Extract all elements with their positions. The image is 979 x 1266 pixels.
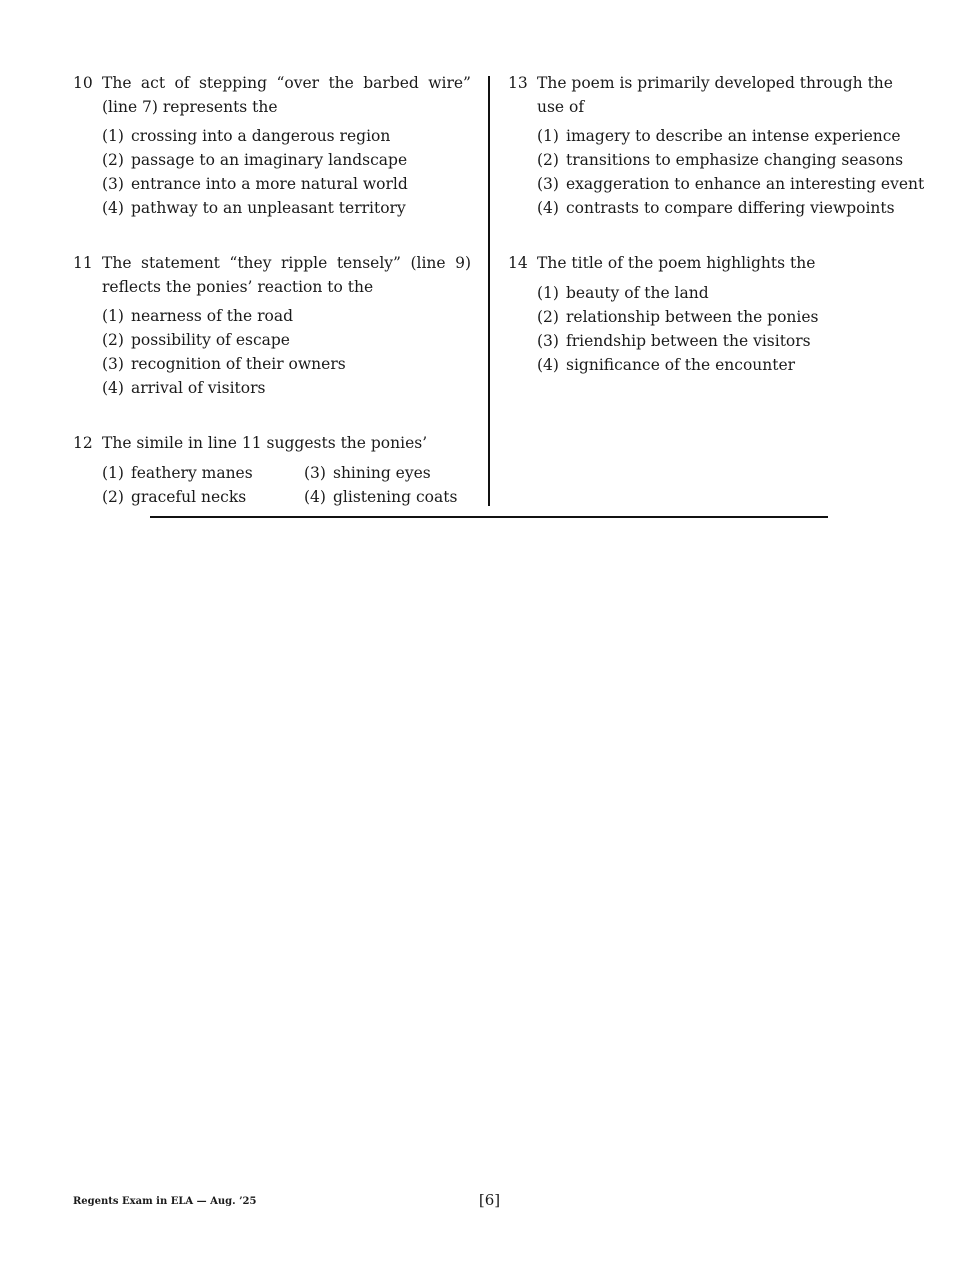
question-stem: The act of stepping “over the barbed wire” (line 7) represents the [102, 74, 471, 116]
question-stem: The poem is primarily developed through the use of [537, 74, 893, 116]
answer-choice: (1) imagery to describe an intense experience [537, 127, 901, 145]
answer-choice: (4) significance of the encounter [537, 355, 796, 374]
question-stem: The title of the poem highlights the [537, 254, 816, 272]
question-number: 13 [508, 74, 528, 92]
section-end-rule [150, 516, 828, 518]
exam-label: Regents Exam in ELA — Aug. ’25 [73, 1196, 257, 1207]
right-column [508, 72, 925, 409]
question-number: 10 [73, 74, 93, 92]
answer-choice: (3) shining eyes [304, 463, 431, 482]
question-stem: The simile in line 11 suggests the ponies’ [102, 434, 428, 452]
answer-choice: (2) transitions to emphasize changing seasons [537, 151, 904, 169]
question-12 [73, 432, 471, 509]
question-14 [508, 252, 908, 377]
question-number: 12 [73, 434, 93, 452]
answer-choice: (4) arrival of visitors [102, 379, 266, 397]
question-number: 11 [73, 254, 93, 272]
answer-choice: (3) friendship between the visitors [537, 331, 811, 350]
answer-choice: (2) passage to an imaginary landscape [102, 151, 408, 169]
page-number: [6] [478, 1191, 501, 1209]
answer-choice: (1) crossing into a dangerous region [102, 127, 391, 145]
column-divider [488, 76, 490, 506]
answer-choice: (4) pathway to an unpleasant territory [102, 199, 406, 217]
answer-choice: (2) possibility of escape [102, 331, 290, 349]
left-column [73, 72, 471, 541]
answer-choice: (1) beauty of the land [537, 283, 709, 302]
question-number: 14 [508, 254, 528, 272]
question-stem: The statement “they ripple tensely” (line 9) reflects the ponies’ reaction to the [102, 254, 471, 296]
answer-choice: (1) feathery manes [102, 463, 253, 482]
question-11 [73, 252, 471, 400]
answer-choice: (2) relationship between the ponies [537, 307, 819, 326]
answer-choice: (2) graceful necks [102, 487, 247, 506]
question-10 [73, 72, 471, 220]
answer-choice: (3) recognition of their owners [102, 355, 346, 373]
answer-choice: (4) contrasts to compare differing viewpoints [537, 199, 895, 217]
question-13 [508, 72, 925, 220]
answer-choice: (3) exaggeration to enhance an interesting event [537, 175, 925, 193]
answer-choice: (4) glistening coats [304, 487, 458, 506]
answer-choice: (3) entrance into a more natural world [102, 175, 408, 193]
answer-choice: (1) nearness of the road [102, 307, 294, 325]
